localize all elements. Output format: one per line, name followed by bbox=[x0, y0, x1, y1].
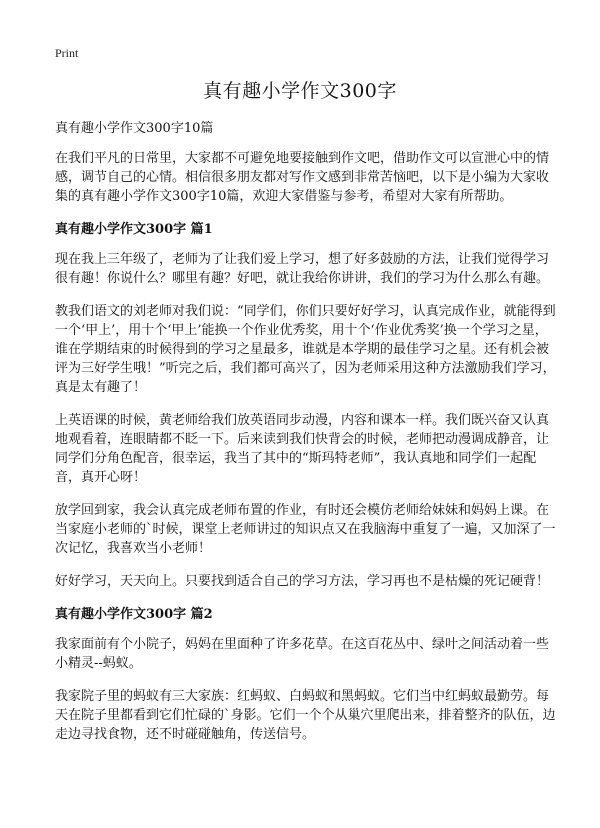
paragraph: 上英语课的时候，黄老师给我们放英语同步动漫，内容和课本一样。我们既兴奋又认真地观看着，连眼睛都不眨一下。后来读到我们快背会的时候，老师把动漫调成静音，让同学们分角色配音，很幸运，我当了其中的“斯玛特老师”，我认真地和同学们一起配音，真开心呀！ bbox=[55, 413, 550, 485]
paragraph: 现在我上三年级了，老师为了让我们爱上学习，想了好多鼓励的方法，让我们觉得学习很有趣！你说什么？哪里有趣？好吧，就让我给你讲讲，我们的学习为什么那么有趣。 bbox=[55, 252, 550, 286]
section-heading-1: 真有趣小学作文300字 篇1 bbox=[55, 222, 213, 237]
paragraph: 放学回到家，我会认真完成老师布置的作业，有时还会模仿老师给妹妹和妈妈上课。在当家庭小老师的`时候，课堂上老师讲过的知识点又在我脑海中重复了一遍，又加深了一次记忆，我喜欢当小老师！ bbox=[55, 503, 556, 556]
intro-paragraph: 在我们平凡的日常里，大家都不可避免地要接触到作文吧，借助作文可以宣泄心中的情感，调节自己的心情。相信很多朋友都对写作文感到非常苦恼吧，以下是小编为大家收集的真有趣小学作文300字10篇，欢迎大家借鉴与参考，希望对大家有所帮助。 bbox=[55, 151, 550, 204]
print-link[interactable]: Print bbox=[55, 46, 79, 60]
document-subtitle: 真有趣小学作文300字10篇 bbox=[55, 121, 214, 136]
section-heading-2: 真有趣小学作文300字 篇2 bbox=[55, 607, 213, 622]
paragraph: 好好学习，天天向上。只要找到适合自己的学习方法，学习再也不是枯燥的死记硬背！ bbox=[55, 574, 550, 589]
paragraph: 教我们语文的刘老师对我们说：“同学们，你们只要好好学习，认真完成作业，就能得到一个‘甲上’，用十个‘甲上’能换一个作业优秀奖，用十个‘作业优秀奖’换一个学习之星，谁在学期结束的时候得到的学习之星最多，谁就是本学期的最佳学习之星。还有机会被评为三好学生哦！”听完之后，我们都可高兴了，因为老师采用这种方法激励我们学习，真是太有趣了！ bbox=[55, 304, 556, 395]
paragraph: 我家面前有个小院子，妈妈在里面种了许多花草。在这百花丛中、绿叶之间活动着一些小精灵--蚂蚁。 bbox=[55, 637, 550, 671]
page-title: 真有趣小学作文300字 bbox=[203, 80, 397, 102]
document-body bbox=[55, 119, 560, 758]
paragraph: 我家院子里的蚂蚁有三大家族：红蚂蚁、白蚂蚁和黑蚂蚁。它们当中红蚂蚁最勤劳。每天在院子里都看到它们忙碌的`身影。它们一个个从巢穴里爬出来，排着整齐的队伍，边走边寻找食物，还不时碰碰触角，传送信号。 bbox=[55, 689, 556, 742]
